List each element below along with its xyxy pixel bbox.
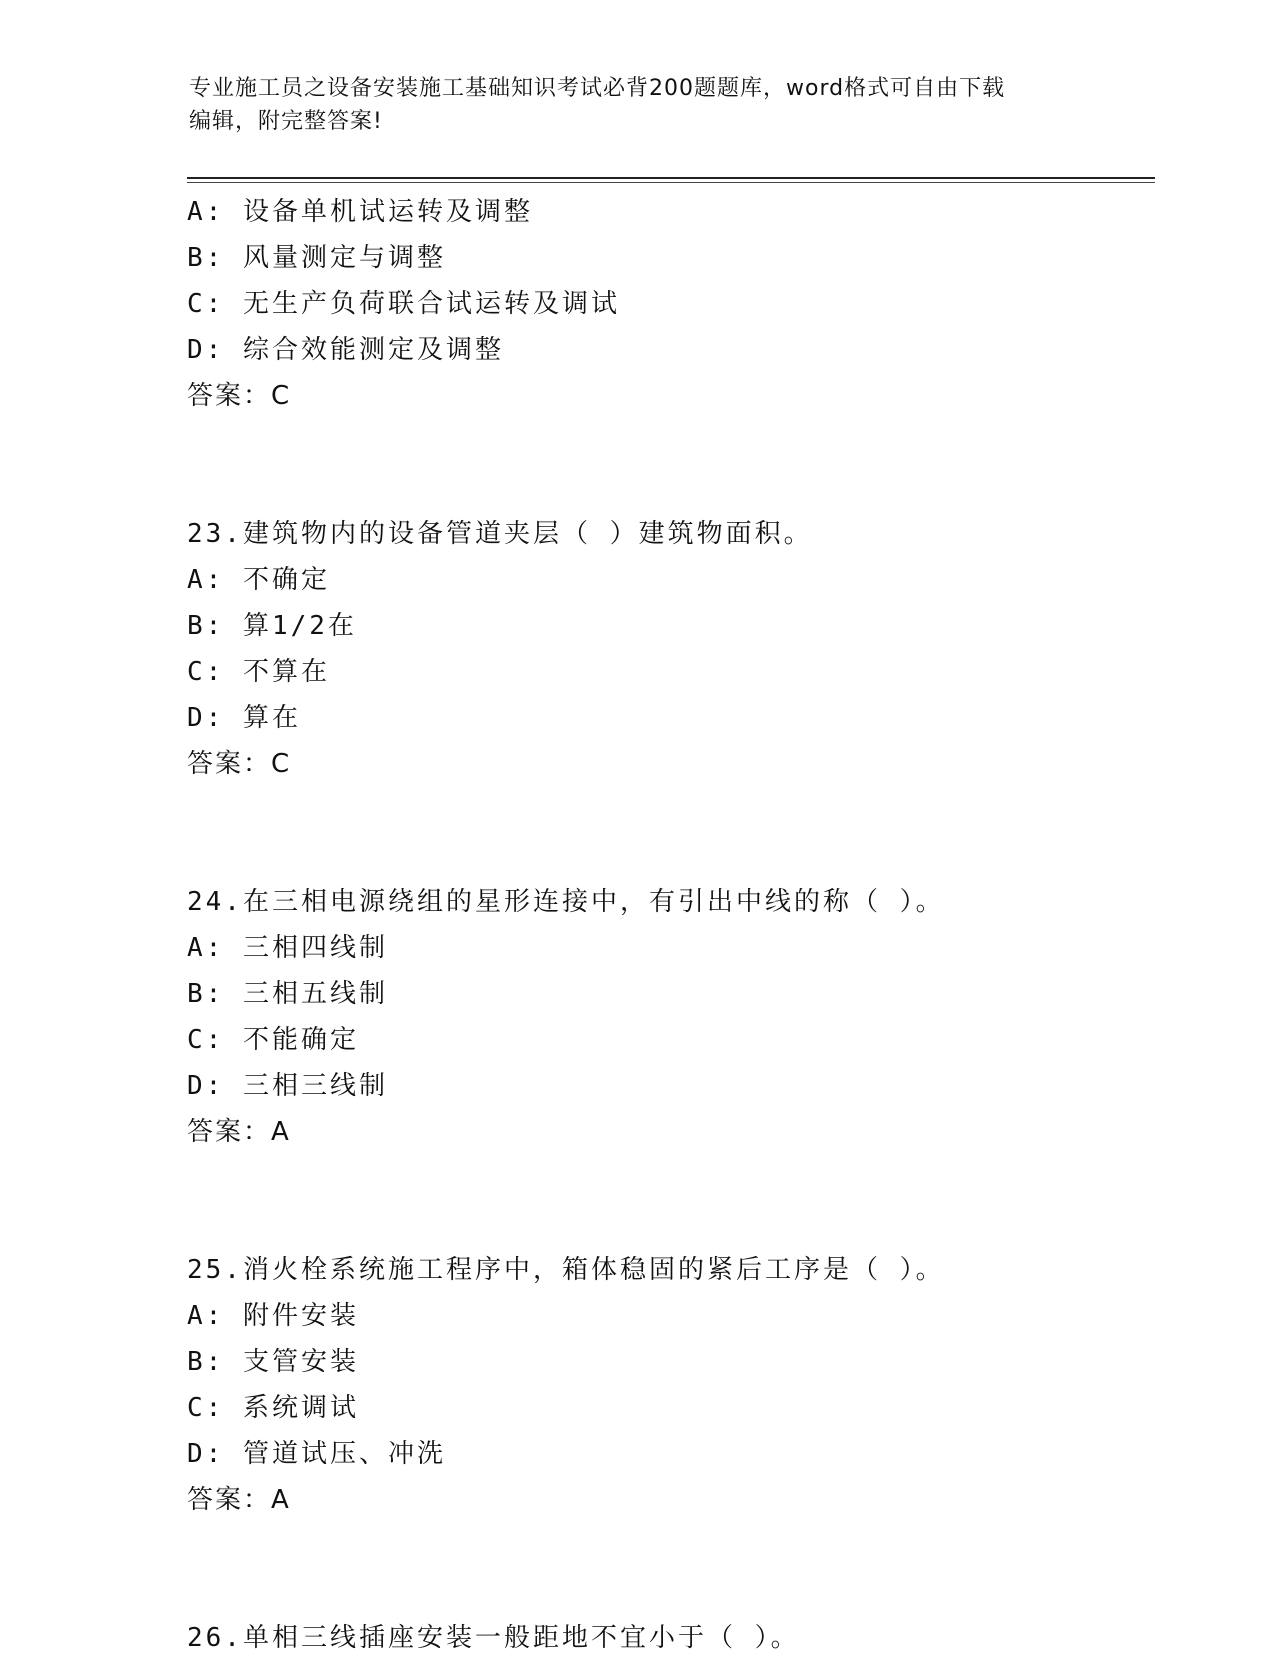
question-text: 23.建筑物内的设备管道夹层（ ）建筑物面积。 [187,519,813,549]
block-spacer [187,419,1155,511]
question-block-23 [187,511,1155,787]
block-spacer [187,787,1155,879]
question-text: 24.在三相电源绕组的星形连接中，有引出中线的称（ ）。 [187,887,945,917]
question-text: 26.单相三线插座安装一般距地不宜小于（ ）。 [187,1623,800,1653]
option-d: D: 三相三线制 [187,1071,388,1101]
option-a: A: 附件安装 [187,1301,359,1331]
answer-line: 答案：A [187,1485,291,1515]
question-block-22 [187,189,1155,419]
option-c: C: 不算在 [187,657,330,687]
option-a: A: 三相四线制 [187,933,388,963]
answer-line: 答案：C [187,381,292,411]
header-line-1: 专业施工员之设备安装施工基础知识考试必背200题题库，word格式可自由下载 [189,76,1006,101]
option-c: C: 系统调试 [187,1393,359,1423]
option-b: B: 风量测定与调整 [187,243,446,273]
answer-line: 答案：C [187,749,292,779]
question-block-26 [187,1615,1155,1661]
option-a: A: 不确定 [187,565,330,595]
option-b: B: 支管安装 [187,1347,359,1377]
answer-line: 答案：A [187,1117,291,1147]
header-divider-thin [187,182,1155,183]
header-line-2: 编辑，附完整答案! [189,109,383,134]
option-a: A: 设备单机试运转及调整 [187,197,533,227]
header-divider-thick [187,177,1155,179]
block-spacer [187,1523,1155,1615]
option-c: C: 无生产负荷联合试运转及调试 [187,289,620,319]
option-b: B: 算1/2在 [187,611,357,641]
question-block-24 [187,879,1155,1155]
option-c: C: 不能确定 [187,1025,359,1055]
question-text: 25.消火栓系统施工程序中，箱体稳固的紧后工序是（ ）。 [187,1255,945,1285]
block-spacer [187,1155,1155,1247]
question-block-25 [187,1247,1155,1523]
page-header [189,72,1089,138]
option-b: B: 三相五线制 [187,979,388,1009]
option-d: D: 管道试压、冲洗 [187,1439,446,1469]
question-list [187,189,1155,1661]
option-d: D: 综合效能测定及调整 [187,335,504,365]
option-d: D: 算在 [187,703,301,733]
